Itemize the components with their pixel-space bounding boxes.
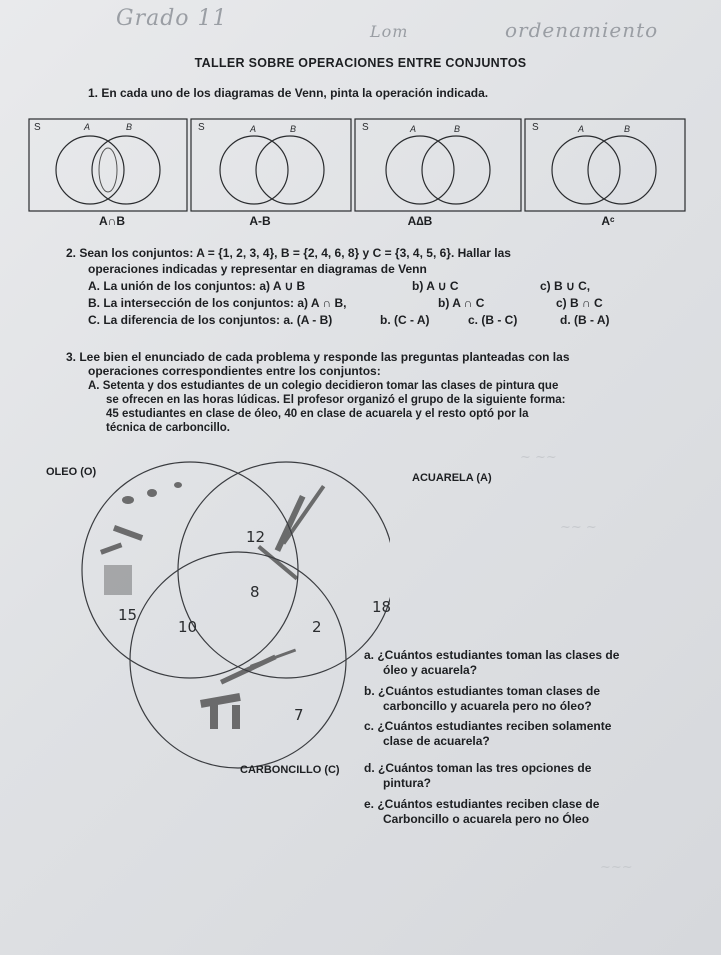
venn-1-a: A [84, 122, 91, 132]
venn-2-s: S [198, 122, 205, 133]
worksheet-title: TALLER SOBRE OPERACIONES ENTRE CONJUNTOS [194, 56, 527, 70]
q2-c-b: b. (C - A) [380, 313, 430, 327]
venn-3-b: B [454, 124, 461, 134]
venn-1-caption: A∩B [99, 214, 125, 228]
handwritten-grade: Grado 11 [116, 6, 228, 31]
region-acuarela-carboncillo: 2 [312, 618, 322, 636]
carboncillo-label: CARBONCILLO (C) [240, 764, 340, 776]
question-e-line-1: e. ¿Cuántos estudiantes reciben clase de [364, 797, 600, 811]
question-c-line-2: clase de acuarela? [383, 734, 490, 748]
venn-diagram-1 [28, 118, 188, 212]
acuarela-label: ACUARELA (A) [412, 472, 492, 484]
region-oleo-carboncillo: 10 [178, 618, 198, 636]
pencil-scribble-3: ~~~ [600, 860, 633, 875]
problem-a-line-3: 45 estudiantes en clase de óleo, 40 en clase de acuarela y el resto optó por la [106, 408, 529, 420]
venn-4-caption: Aᶜ [601, 214, 615, 228]
q2-c-c: c. (B - C) [468, 313, 518, 327]
venn-svg-2 [190, 118, 352, 212]
problem-a-line-1: A. Setenta y dos estudiantes de un colegio decidieron tomar las clases de pintura que [88, 380, 559, 392]
region-center: 8 [250, 583, 260, 601]
question-d-line-2: pintura? [383, 776, 431, 790]
question-2-line-1: 2. Sean los conjuntos: A = {1, 2, 3, 4}, B = {2, 4, 6, 8} y C = {3, 4, 5, 6}. Hallar las [66, 246, 511, 260]
region-carboncillo-only: 7 [294, 706, 304, 724]
question-a-line-1: a. ¿Cuántos estudiantes toman las clases de [364, 648, 620, 662]
q2-c-label: C. La diferencia de los conjuntos: a. (A - B) [88, 313, 333, 327]
region-acuarela-only: 18 [372, 598, 392, 616]
venn-svg-1 [28, 118, 188, 212]
venn-svg-3 [354, 118, 522, 212]
question-d-line-1: d. ¿Cuántos toman las tres opciones de [364, 761, 592, 775]
question-1-text: 1. En cada uno de los diagramas de Venn, pinta la operación indicada. [88, 86, 489, 100]
question-e-line-2: Carboncillo o acuarela pero no Óleo [383, 812, 590, 826]
problem-a-line-2: se ofrecen en las horas lúdicas. El profesor organizó el grupo de la siguiente forma: [106, 394, 566, 406]
region-oleo-acuarela: 12 [246, 528, 266, 546]
venn-2-caption: A-B [249, 214, 271, 228]
question-2-line-2: operaciones indicadas y representar en diagramas de Venn [88, 262, 427, 276]
q2-c-d: d. (B - A) [560, 313, 610, 327]
venn-4-a: A [578, 124, 585, 134]
q2-b-b: b) A ∩ C [438, 296, 485, 310]
region-oleo-only: 15 [118, 606, 138, 624]
problem-a-line-4: técnica de carboncillo. [106, 422, 230, 434]
question-b-line-2: carboncillo y acuarela pero no óleo? [383, 699, 592, 713]
pencil-scribble-2: ~~ ~ [560, 520, 597, 535]
q2-b-label: B. La intersección de los conjuntos: a) A ∩ B, [88, 296, 347, 310]
handwritten-extra: ordenamiento [505, 18, 659, 42]
venn-diagram-2 [190, 118, 352, 212]
question-b-line-1: b. ¿Cuántos estudiantes toman clases de [364, 684, 601, 698]
venn-4-s: S [532, 122, 539, 133]
q2-b-c: c) B ∩ C [556, 296, 603, 310]
q2-a-b: b) A ∪ C [412, 279, 459, 293]
q2-a-label: A. La unión de los conjuntos: a) A ∪ B [88, 279, 306, 293]
venn-3-caption: A∆B [407, 214, 433, 228]
venn-diagram-4 [524, 118, 686, 212]
q2-a-c: c) B ∪ C, [540, 279, 591, 293]
question-3-line-2: operaciones correspondientes entre los conjuntos: [88, 364, 381, 378]
venn-2-a: A [250, 124, 257, 134]
question-a-line-2: óleo y acuarela? [383, 663, 478, 677]
three-set-venn-svg [60, 455, 390, 785]
oleo-label: OLEO (O) [46, 466, 97, 478]
venn-1-s: S [34, 122, 41, 133]
three-set-venn [60, 455, 390, 785]
question-3-line-1: 3. Lee bien el enunciado de cada problema y responde las preguntas planteadas con las [66, 350, 570, 364]
venn-3-s: S [362, 122, 369, 133]
venn-4-b: B [624, 124, 631, 134]
handwritten-name: Lom [370, 22, 409, 41]
venn-svg-4 [524, 118, 686, 212]
venn-1-b: B [126, 122, 133, 132]
question-c-line-1: c. ¿Cuántos estudiantes reciben solamente [364, 719, 612, 733]
venn-2-b: B [290, 124, 297, 134]
pencil-scribble-1: ~ ~~ [520, 450, 557, 465]
venn-diagram-3 [354, 118, 522, 212]
venn-3-a: A [410, 124, 417, 134]
